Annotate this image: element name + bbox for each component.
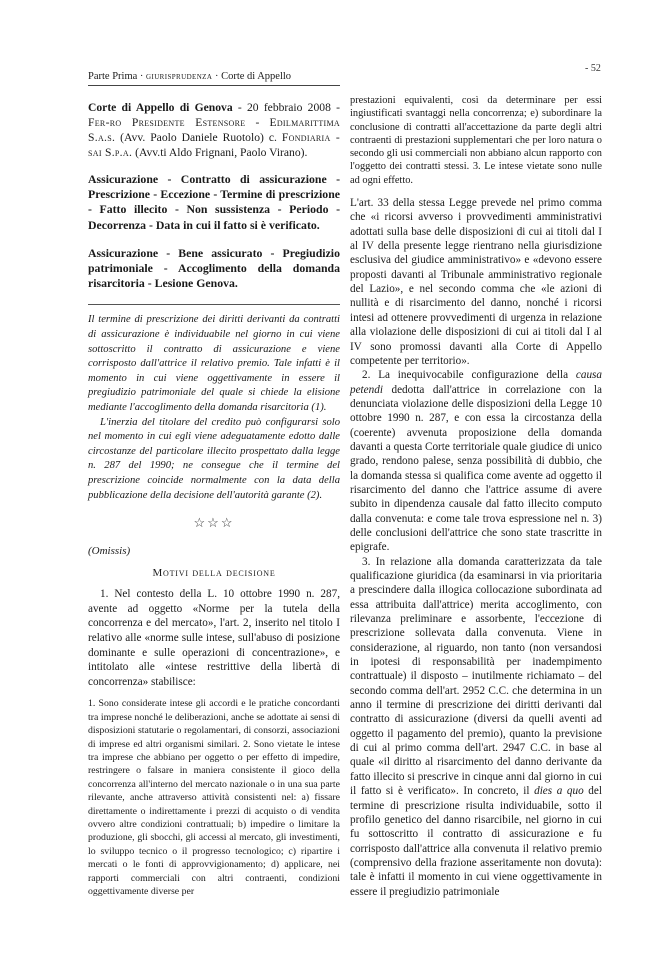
text-run: dedotta dall'attrice in correlazione con la denunciata violazione delle disposizioni della Legge 10 ottobre 1990 n. 287, e con essa la circostanza della (coerente) avvenuta proposizione della domanda davanti a questa Corte territoriale quale giudice di unico grado, rendono palese, senza possibilità di dubbio, che la domanda stessa si qualifica come avente ad oggetto il risarcimento del danno che l'attrice assume di avere subito in dipendenza causale dal fatto illecito computo dalla convenuta: e come tale trova espressione nel n. 3) delle conclusioni dell'attrice che sono state trascritte in epigrafe. [350, 383, 602, 554]
defendant: Fondiaria - sai S.p.a. [88, 131, 341, 159]
body-paragraph: 1. Nel contesto della L. 10 ottobre 1990 n. 287, avente ad oggetto «Norme per la tutela della concorrenza e del mercato», l'art. 2, inserito nel titolo I relativo alle «norme sulle intese, sull'abuso di posizione dominante e sulle operazioni di concentrazione», e intitolato alle «intese restrittive della libertà di concorrenza» stabilisce: [88, 588, 340, 688]
right-column [350, 94, 602, 899]
plaintiff: Edilmarittima S.a.s. [88, 116, 340, 144]
latin-term: causa petendi [350, 369, 602, 396]
defendant-counsel: (Avv.ti Aldo Frignani, Paolo Virano). [135, 146, 308, 159]
section-separator: ☆☆☆ [193, 515, 235, 531]
text-run: del termine di prescrizione risulta individuabile, sotto il profilo genetico del danno risarcibile, nel giorno in cui fu sottoscritto il contratto di assicurazione e fu corrisposto dall'attrice alla convenuta il relativo premio (comprensivo della frazione asseritamente non dovuta): tale è infatti il momento in cui viene oggettivamente in essere il pregiudizio patrimoniale [350, 785, 602, 898]
massima-text: Il termine di prescrizione dei diritti derivanti da contratti di assicurazione è individuabile nel giorno in cui viene sottoscritto il contratto di assicurazione e viene corrisposto dall'attrice il relativo premio. Tale infatti è il momento in cui viene oggettivamente in essere il pregiudizio patrimoniale del quale si chiede la elisione mediante l'accoglimento della domanda risarcitoria (1). [88, 314, 340, 413]
presidente: Fer-ro Presidente Estensore [88, 116, 246, 129]
plaintiff-counsel: (Avv. Paolo Daniele Ruotolo) [120, 131, 264, 144]
text-run: 3. In relazione alla domanda caratterizzata da tale qualificazione giuridica (da esaminarsi in via prioritaria a prescindere dalla illogica collocazione subordinata ad essa attribuita dall'attrice) merita accoglimento, con rilevanza preliminare e assorbente, l'eccezione di prescrizione sollevata dalla convenuta. Viene in considerazione, al riguardo, non tanto (non versandosi in ipotesi di responsabilità per inadempimento contrattuale) il disposto – inutilmente richiamato – del secondo comma dell'art. 2952 C.C. che determina in un anno il termine di prescrizione dei diritti derivanti dal contratto di assicurazione (diversi da quelli aventi ad oggetto il pagamento del premio), quanto la previsione di cui al primo comma dell'art. 2947 C.C. in base al quale «il diritto al risarcimento del danno derivante da fatto illecito si prescrive in cinque anni dal giorno in cui il fatto si è verificato». In concreto, il [350, 555, 602, 798]
running-head-subsection: Corte di Appello [221, 71, 292, 82]
decision-date: 20 febbraio 2008 [246, 101, 331, 114]
running-head: Parte Prima · giurisprudenza · Corte di Appello [88, 71, 292, 82]
massima-text: L'inerzia del titolare del credito può configurarsi solo nel momento in cui egli viene adeguatamente edotto dalle circostanze del particolare illecito prospettato dalla legge n. 287 del 1990; ne consegue che il termine del prescrizione coincide normalmente con la data della pubblicazione della decisione dell'autorità garante (2). [88, 416, 340, 501]
text-run: 2. La inequivocabile configurazione della [362, 369, 576, 382]
law-quotation-continued: prestazioni equivalenti, così da determinare per essi ingiustificati svantaggi nella concorrenza; e) subordinare la conclusione di contratti all'accettazione da parte degli altri contraenti di prestazioni supplementari che per loro natura o secondo gli usi commerciali non abbiano alcun rapporto con l'oggetto dei contratti stessi. 3. Le intese vietate sono nulle ad ogni effetto. [350, 95, 602, 186]
court-header: Corte di Appello di Genova - 20 febbraio 2008 - Fer-ro Presidente Estensore - Edilmarittima S.a.s. (Avv. Paolo Daniele Ruotolo) c. Fondiaria - sai S.p.a. (Avv.ti Aldo Frignani, Paolo Virano). [88, 101, 341, 159]
page-number: - 52 [585, 63, 601, 74]
running-head-section: giurisprudenza [146, 71, 213, 82]
court-name: Corte di Appello di Genova [88, 101, 233, 114]
header-rule [88, 85, 340, 86]
law-quotation: 1. Sono considerate intese gli accordi e le pratiche concordanti tra imprese nonché le deliberazioni, anche se adottate ai sensi di disposizioni statutarie o regolamentari, di consorzi, associazioni di imprese ed altri organismi similari. 2. Sono vietate le intese tra imprese che abbiano per oggetto o per effetto di impedire, restringere o falsare in maniera consistente il gioco della concorrenza all'interno del mercato nazionale o in una sua parte rilevante, anche attraverso attività consistenti nel: a) fissare direttamente o indirettamente i prezzi di acquisto o di vendita ovvero altre condizioni contrattuali; b) impedire o limitare la produzione, gli sbocchi, gli accessi al mercato, gli investimenti, lo sviluppo tecnico o il progresso tecnologico; c) ripartire i mercati o le fonti di approvvigionamento; d) applicare, nei rapporti commerciali con altri contraenti, condizioni oggettivamente diverse per [88, 698, 340, 897]
running-head-part: Parte Prima [88, 71, 138, 82]
body-paragraph: L'art. 33 della stessa Legge prevede nel primo comma che «i ricorsi avverso i provvedimenti amministrativi adottati sulla base delle disposizioni di cui ai titoli dal I al IV della presente legge rientrano nella giurisdizione esclusiva del giudice amministrativo» e «devono essere proposti davanti al Tribunale amministrativo regionale del Lazio», e nel secondo comma che «le azioni di nullità e di risarcimento del danno, nonché i ricorsi intesi ad ottenere provvedimenti di urgenza in relazione alla violazione delle disposizioni di cui ai titoli dal I al IV sono promossi davanti alla Corte di Appello competente per territorio». [350, 197, 602, 367]
motivi-heading: Motivi della decisione [152, 567, 276, 580]
left-column [88, 100, 340, 898]
body-paragraph [350, 368, 602, 554]
massima-title: Assicurazione - Bene assicurato - Pregiudizio patrimoniale - Accoglimento della domanda risarcitoria - Lesione Genova. [88, 245, 340, 291]
massima-title: Assicurazione - Contratto di assicurazione - Prescrizione - Eccezione - Termine di prescrizione - Fatto illecito - Non sussistenza - Periodo - Decorrenza - Data in cui il fatto si è verificato. [88, 172, 340, 232]
body-paragraph [350, 555, 602, 899]
latin-term: dies a quo [534, 785, 584, 798]
versus: c. [268, 131, 277, 144]
omissis: (Omissis) [88, 545, 131, 558]
section-divider [88, 304, 340, 305]
